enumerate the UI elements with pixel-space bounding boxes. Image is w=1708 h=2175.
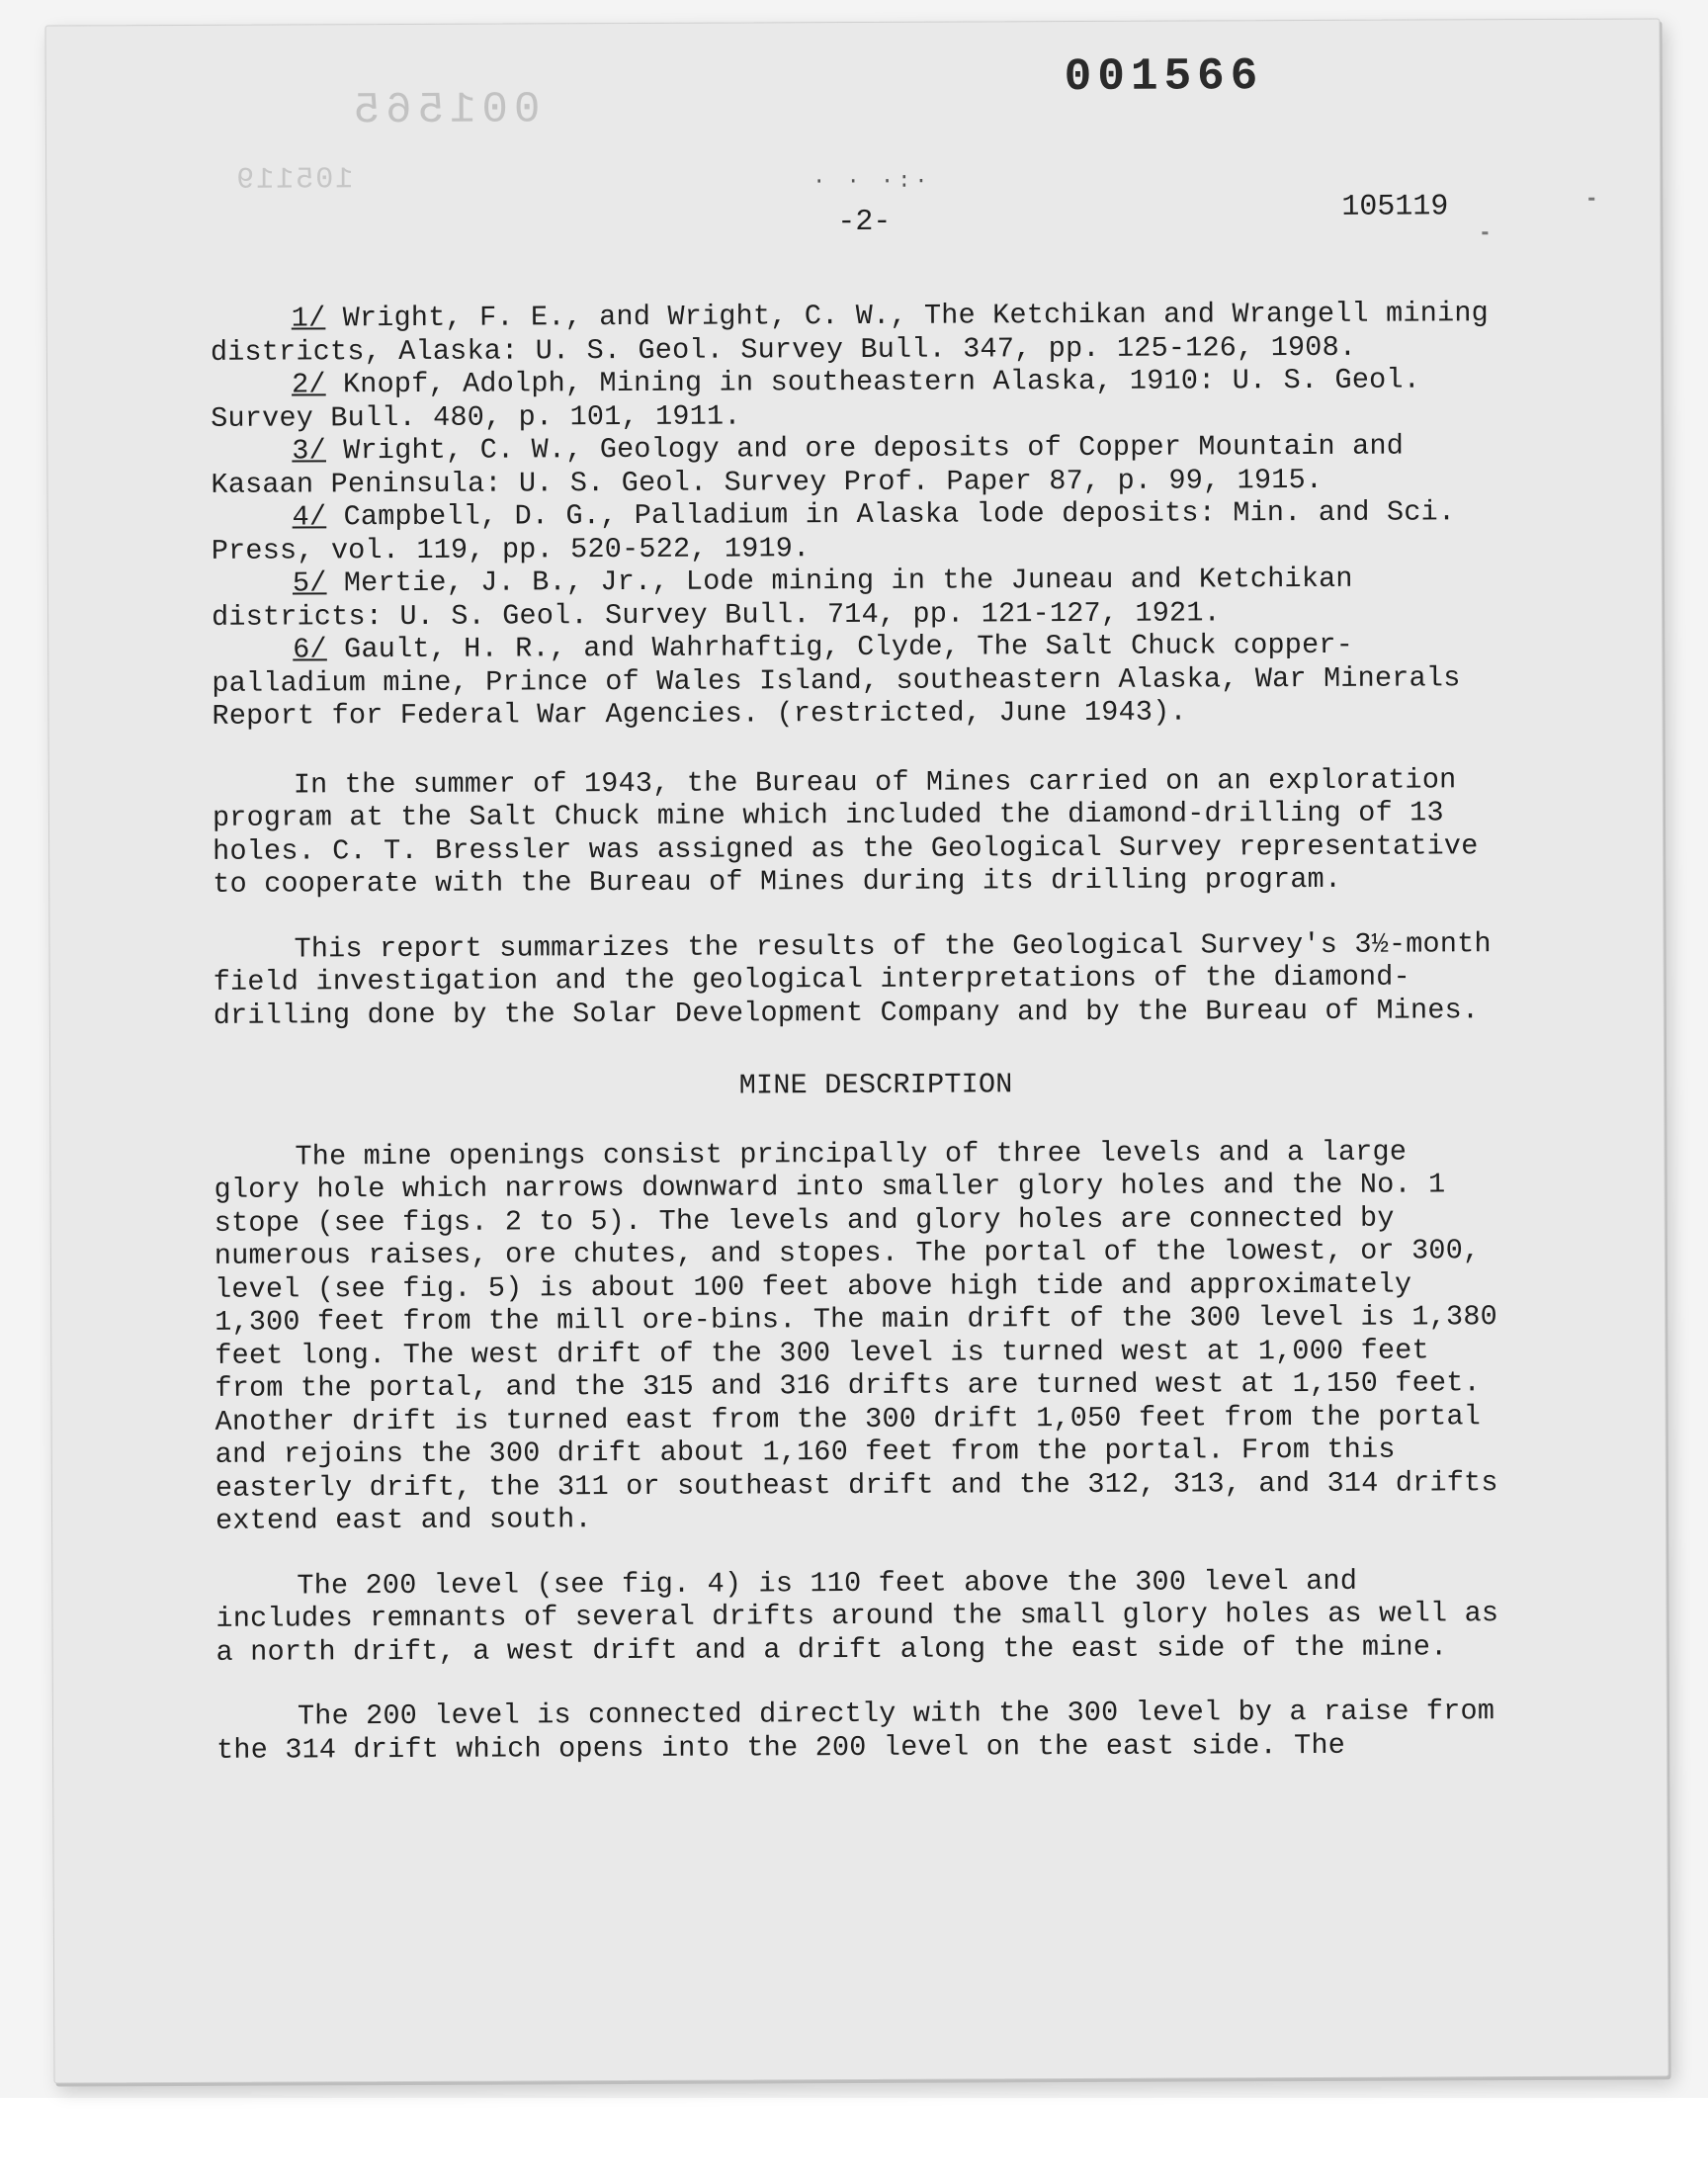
reference-text: Wright, F. E., and Wright, C. W., The Ketchikan and Wrangell mining districts, Alaska: U. S. Geol. Survey Bull. 347, pp. 125-126, 1908.	[210, 297, 1490, 369]
reference-text: Gault, H. R., and Wahrhaftig, Clyde, The Salt Chuck copper-palladium mine, Prince of Wales Island, southeastern Alaska, War Minerals Report for Federal War Agencies. (restricted, June 1943).	[212, 628, 1461, 733]
section-heading: MINE DESCRIPTION	[738, 1068, 1013, 1102]
spacer	[213, 728, 1497, 769]
page-stamp-number: 001566	[1064, 50, 1264, 104]
speck-mark	[1588, 198, 1594, 201]
body-paragraph: The mine openings consist principally of three levels and a large glory hole which narrows downward into smaller glory holes and the No. 1 stope (see figs. 2 to 5). The levels and glory holes are connected by numerous raises, ore chutes, and stopes. The portal of the lowest, or 300, level (see fig. 5) is about 100 feet above high tide and approximately 1,300 feet from the mill ore-bins. The main drift of the 300 level is 1,380 feet long. The west drift of the 300 level is turned west at 1,000 feet from the portal, and the 315 and 316 drifts are turned west at 1,150 feet. Another drift is turned east from the 300 drift 1,050 feet from the portal and rejoins the 300 drift about 1,160 feet from the portal. From this easterly drift, the 311 or southeast drift and the 312, 313, and 314 drifts extend east and south.	[214, 1135, 1498, 1537]
reference-item	[212, 628, 1496, 733]
reference-item	[211, 429, 1495, 501]
document-body	[211, 297, 1501, 1767]
spacer	[214, 1099, 1498, 1141]
spacer	[214, 1026, 1498, 1072]
bleed-through-stamp: 001565	[347, 85, 541, 136]
speck-mark	[1482, 231, 1488, 234]
reference-item	[212, 562, 1496, 634]
page-number: -2-	[837, 205, 892, 240]
reference-item	[212, 495, 1496, 567]
reference-number: 4/	[292, 500, 327, 534]
reference-text: Knopf, Adolph, Mining in southeastern Alaska, 1910: U. S. Geol. Survey Bull. 480, p. 101, 1911.	[211, 363, 1421, 435]
reference-item	[211, 363, 1495, 435]
document-id: 105119	[1341, 190, 1449, 224]
reference-number: 5/	[292, 566, 327, 600]
reference-number: 6/	[293, 633, 327, 666]
document-page	[44, 18, 1668, 2083]
bleed-through-id: 105119	[234, 163, 354, 198]
reference-number: 3/	[292, 434, 327, 468]
speckle-marks: · · ·:·	[812, 168, 932, 195]
scan-background-bottom	[0, 2098, 1708, 2175]
reference-text: Mertie, J. B., Jr., Lode mining in the Juneau and Ketchikan districts: U. S. Geol. Survey Bull. 714, pp. 121-127, 1921.	[212, 562, 1353, 634]
reference-item	[211, 297, 1495, 369]
reference-number: 1/	[291, 302, 326, 335]
reference-number: 2/	[291, 368, 326, 401]
intro-paragraph: This report summarizes the results of the Geological Survey's 3½-month field investigation and the geological interpretations of the diamond-drilling done by the Solar Development Company and by the Bureau of Mines.	[213, 926, 1492, 1032]
reference-text: Wright, C. W., Geology and ore deposits of Copper Mountain and Kasaan Peninsula: U. S. Geol. Survey Prof. Paper 87, p. 99, 1915.	[211, 429, 1405, 501]
references-list	[211, 297, 1497, 733]
intro-paragraph: In the summer of 1943, the Bureau of Mines carried on an exploration program at the Salt Chuck mine which included the diamond-drilling of 13 holes. C. T. Bressler was assigned as the Geological Survey representative to cooperate with the Bureau of Mines during its drilling program.	[212, 762, 1479, 901]
body-paragraph: The 200 level is connected directly with the 300 level by a raise from the 314 drift which opens into the 200 level on the east side. The	[216, 1695, 1495, 1767]
reference-text: Campbell, D. G., Palladium in Alaska lode deposits: Min. and Sci. Press, vol. 119, pp. 520-522, 1919.	[211, 495, 1456, 567]
body-paragraph: The 200 level (see fig. 4) is 110 feet above the 300 level and includes remnants of several drifts around the small glory holes as well as a north drift, a west drift and a drift along the east side of the mine.	[215, 1564, 1499, 1669]
